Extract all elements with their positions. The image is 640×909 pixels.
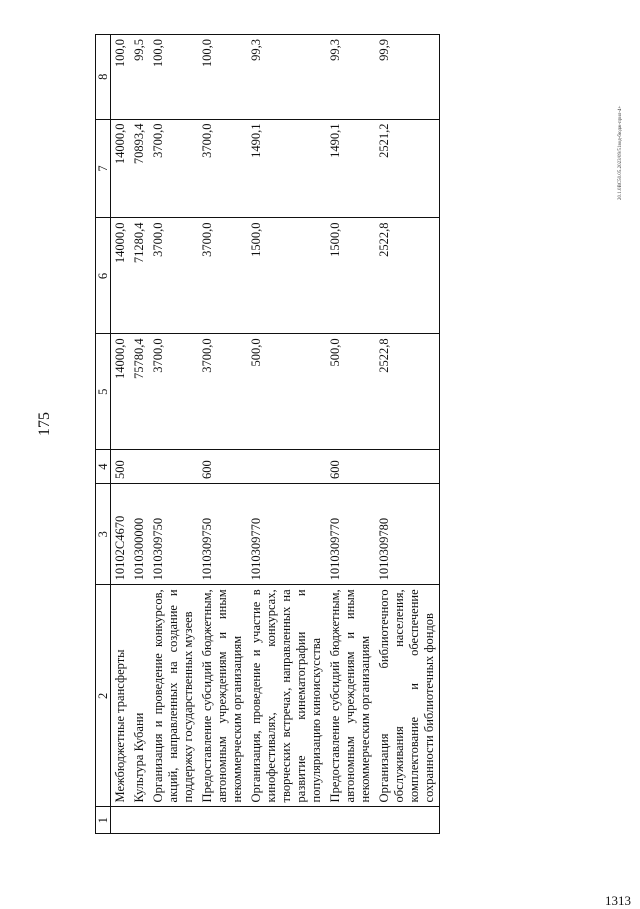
row-value-5: 500,0 xyxy=(247,334,326,450)
row-type xyxy=(130,450,149,484)
row-type: 500 xyxy=(111,450,131,484)
row-value-7: 3700,0 xyxy=(149,119,198,218)
row-number-cell xyxy=(198,807,247,834)
row-value-5: 75780,4 xyxy=(130,334,149,450)
row-value-7: 1490,1 xyxy=(247,119,326,218)
table-row xyxy=(149,35,198,834)
row-value-5: 2522,8 xyxy=(375,334,440,450)
row-name: Предоставление субсидий бюджетным, автономным учреждениям и иным некоммерческим организациям xyxy=(326,585,375,807)
row-type xyxy=(375,450,440,484)
table-row xyxy=(130,35,149,834)
row-value-6: 14000,0 xyxy=(111,218,131,334)
row-value-6: 1500,0 xyxy=(247,218,326,334)
table-row xyxy=(198,35,247,834)
budget-table-rotated xyxy=(95,34,605,834)
row-number-cell xyxy=(375,807,440,834)
row-name: Предоставление субсидий бюджетным, автономным учреждениям и иным некоммерческим организациям xyxy=(198,585,247,807)
row-value-8: 99,9 xyxy=(375,35,440,120)
row-type xyxy=(149,450,198,484)
row-code: 1010309770 xyxy=(326,484,375,585)
row-value-5: 500,0 xyxy=(326,334,375,450)
row-code: 10102С4670 xyxy=(111,484,131,585)
row-name: Межбюджетные трансферты xyxy=(111,585,131,807)
header-col-2: 2 xyxy=(96,585,111,807)
row-code: 1010309750 xyxy=(149,484,198,585)
row-code: 1010309770 xyxy=(247,484,326,585)
header-col-3: 3 xyxy=(96,484,111,585)
row-code: 1010300000 xyxy=(130,484,149,585)
header-col-1: 1 xyxy=(96,807,111,834)
header-col-6: 6 xyxy=(96,218,111,334)
row-type: 600 xyxy=(326,450,375,484)
row-value-7: 2521,2 xyxy=(375,119,440,218)
row-value-5: 3700,0 xyxy=(149,334,198,450)
header-col-4: 4 xyxy=(96,450,111,484)
row-number-cell xyxy=(326,807,375,834)
row-value-8: 100,0 xyxy=(198,35,247,120)
row-number-cell xyxy=(111,807,131,834)
budget-table xyxy=(95,34,440,834)
footer-code: 20.1.0ВС50.05.2023/09/51вод-бюдж-прил-4+ xyxy=(618,105,623,200)
row-number-cell xyxy=(247,807,326,834)
row-value-8: 100,0 xyxy=(111,35,131,120)
row-number-cell xyxy=(149,807,198,834)
table-row xyxy=(247,35,326,834)
row-value-8: 99,3 xyxy=(247,35,326,120)
header-col-8: 8 xyxy=(96,35,111,120)
row-value-6: 1500,0 xyxy=(326,218,375,334)
row-value-6: 2522,8 xyxy=(375,218,440,334)
row-type xyxy=(247,450,326,484)
row-value-5: 14000,0 xyxy=(111,334,131,450)
row-name: Организация библиотечного обслуживания населения, комплектование и обеспечение сохранности библиотечных фондов xyxy=(375,585,440,807)
row-value-8: 99,5 xyxy=(130,35,149,120)
row-code: 1010309780 xyxy=(375,484,440,585)
row-type: 600 xyxy=(198,450,247,484)
row-number-cell xyxy=(130,807,149,834)
scan-number: 1313 xyxy=(605,893,631,908)
page-number: 175 xyxy=(36,412,53,436)
header-col-7: 7 xyxy=(96,119,111,218)
header-row xyxy=(96,35,111,834)
row-value-6: 3700,0 xyxy=(149,218,198,334)
row-value-7: 3700,0 xyxy=(198,119,247,218)
header-col-5: 5 xyxy=(96,334,111,450)
table-row xyxy=(111,35,131,834)
row-value-7: 1490,1 xyxy=(326,119,375,218)
row-value-6: 3700,0 xyxy=(198,218,247,334)
row-value-7: 14000,0 xyxy=(111,119,131,218)
row-name: Организация, проведение и участие в кинофестивалях, конкурсах, творческих встречах, направленных на развитие кинематографии и популяризацию киноискусства xyxy=(247,585,326,807)
row-value-6: 71280,4 xyxy=(130,218,149,334)
row-value-8: 99,3 xyxy=(326,35,375,120)
table-row xyxy=(326,35,375,834)
row-value-5: 3700,0 xyxy=(198,334,247,450)
row-value-7: 70893,4 xyxy=(130,119,149,218)
table-row xyxy=(375,35,440,834)
row-name: Организация и проведение конкурсов, акций, направленных на создание и поддержку государственных музеев xyxy=(149,585,198,807)
row-value-8: 100,0 xyxy=(149,35,198,120)
row-name: Культура Кубани xyxy=(130,585,149,807)
row-code: 1010309750 xyxy=(198,484,247,585)
